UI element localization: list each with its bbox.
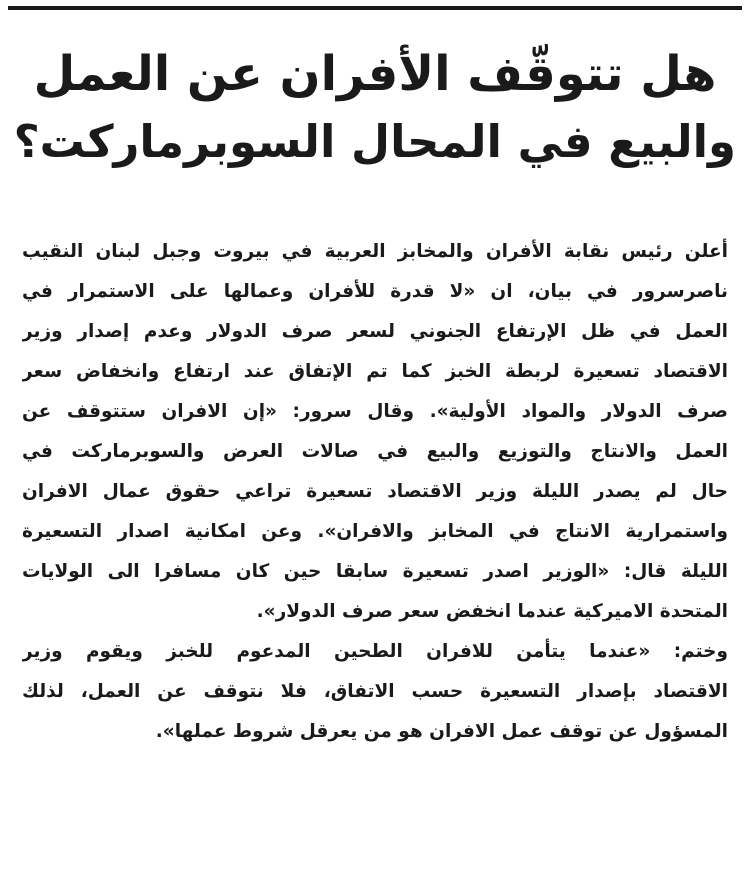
article-body: [22, 232, 728, 752]
article-line: حال لم يصدر الليلة وزير الاقتصاد تسعيرة تراعي حقوق عمال الافران: [22, 481, 728, 502]
article-line: صرف الدولار والمواد الأولية». وقال سرور: «إن الافران ستتوقف عن: [22, 401, 728, 422]
article-line: العمل في ظل الإرتفاع الجنوني لسعر صرف الدولار وعدم إصدار وزير: [22, 321, 728, 342]
article-line: الاقتصاد بإصدار التسعيرة حسب الاتفاق، فلا نتوقف عن العمل، لذلك: [22, 681, 728, 702]
headline-line-1: هل تتوقّف الأفران عن العمل: [33, 46, 717, 102]
article-line: المسؤول عن توقف عمل الافران هو من يعرقل شروط عملها».: [155, 721, 728, 742]
headline-line-2: والبيع في المحال السوبرماركت؟: [13, 115, 736, 168]
article-line: ناصرسرور في بيان، ان «لا قدرة للأفران وعمالها على الاستمرار في: [22, 281, 728, 302]
article-line: العمل والانتاج والتوزيع والبيع في صالات العرض والسوبرماركت في: [22, 441, 728, 462]
article-line: الليلة قال: «الوزير اصدر تسعيرة سابقا حين كان مسافرا الى الولايات: [22, 561, 728, 582]
article-line: أعلن رئيس نقابة الأفران والمخابز العربية في بيروت وجبل لبنان النقيب: [22, 241, 728, 262]
article-line: واستمرارية الانتاج في المخابز والافران». وعن امكانية اصدار التسعيرة: [22, 521, 728, 542]
article-line: وختم: «عندما يتأمن للافران الطحين المدعوم للخبز ويقوم وزير: [22, 641, 728, 662]
top-rule: [8, 6, 742, 10]
article-line: المتحدة الاميركية عندما انخفض سعر صرف الدولار».: [256, 601, 728, 622]
headline: [14, 40, 736, 176]
article-line: الاقتصاد تسعيرة لربطة الخبز كما تم الإتفاق عند ارتفاع وانخفاض سعر: [22, 361, 728, 382]
